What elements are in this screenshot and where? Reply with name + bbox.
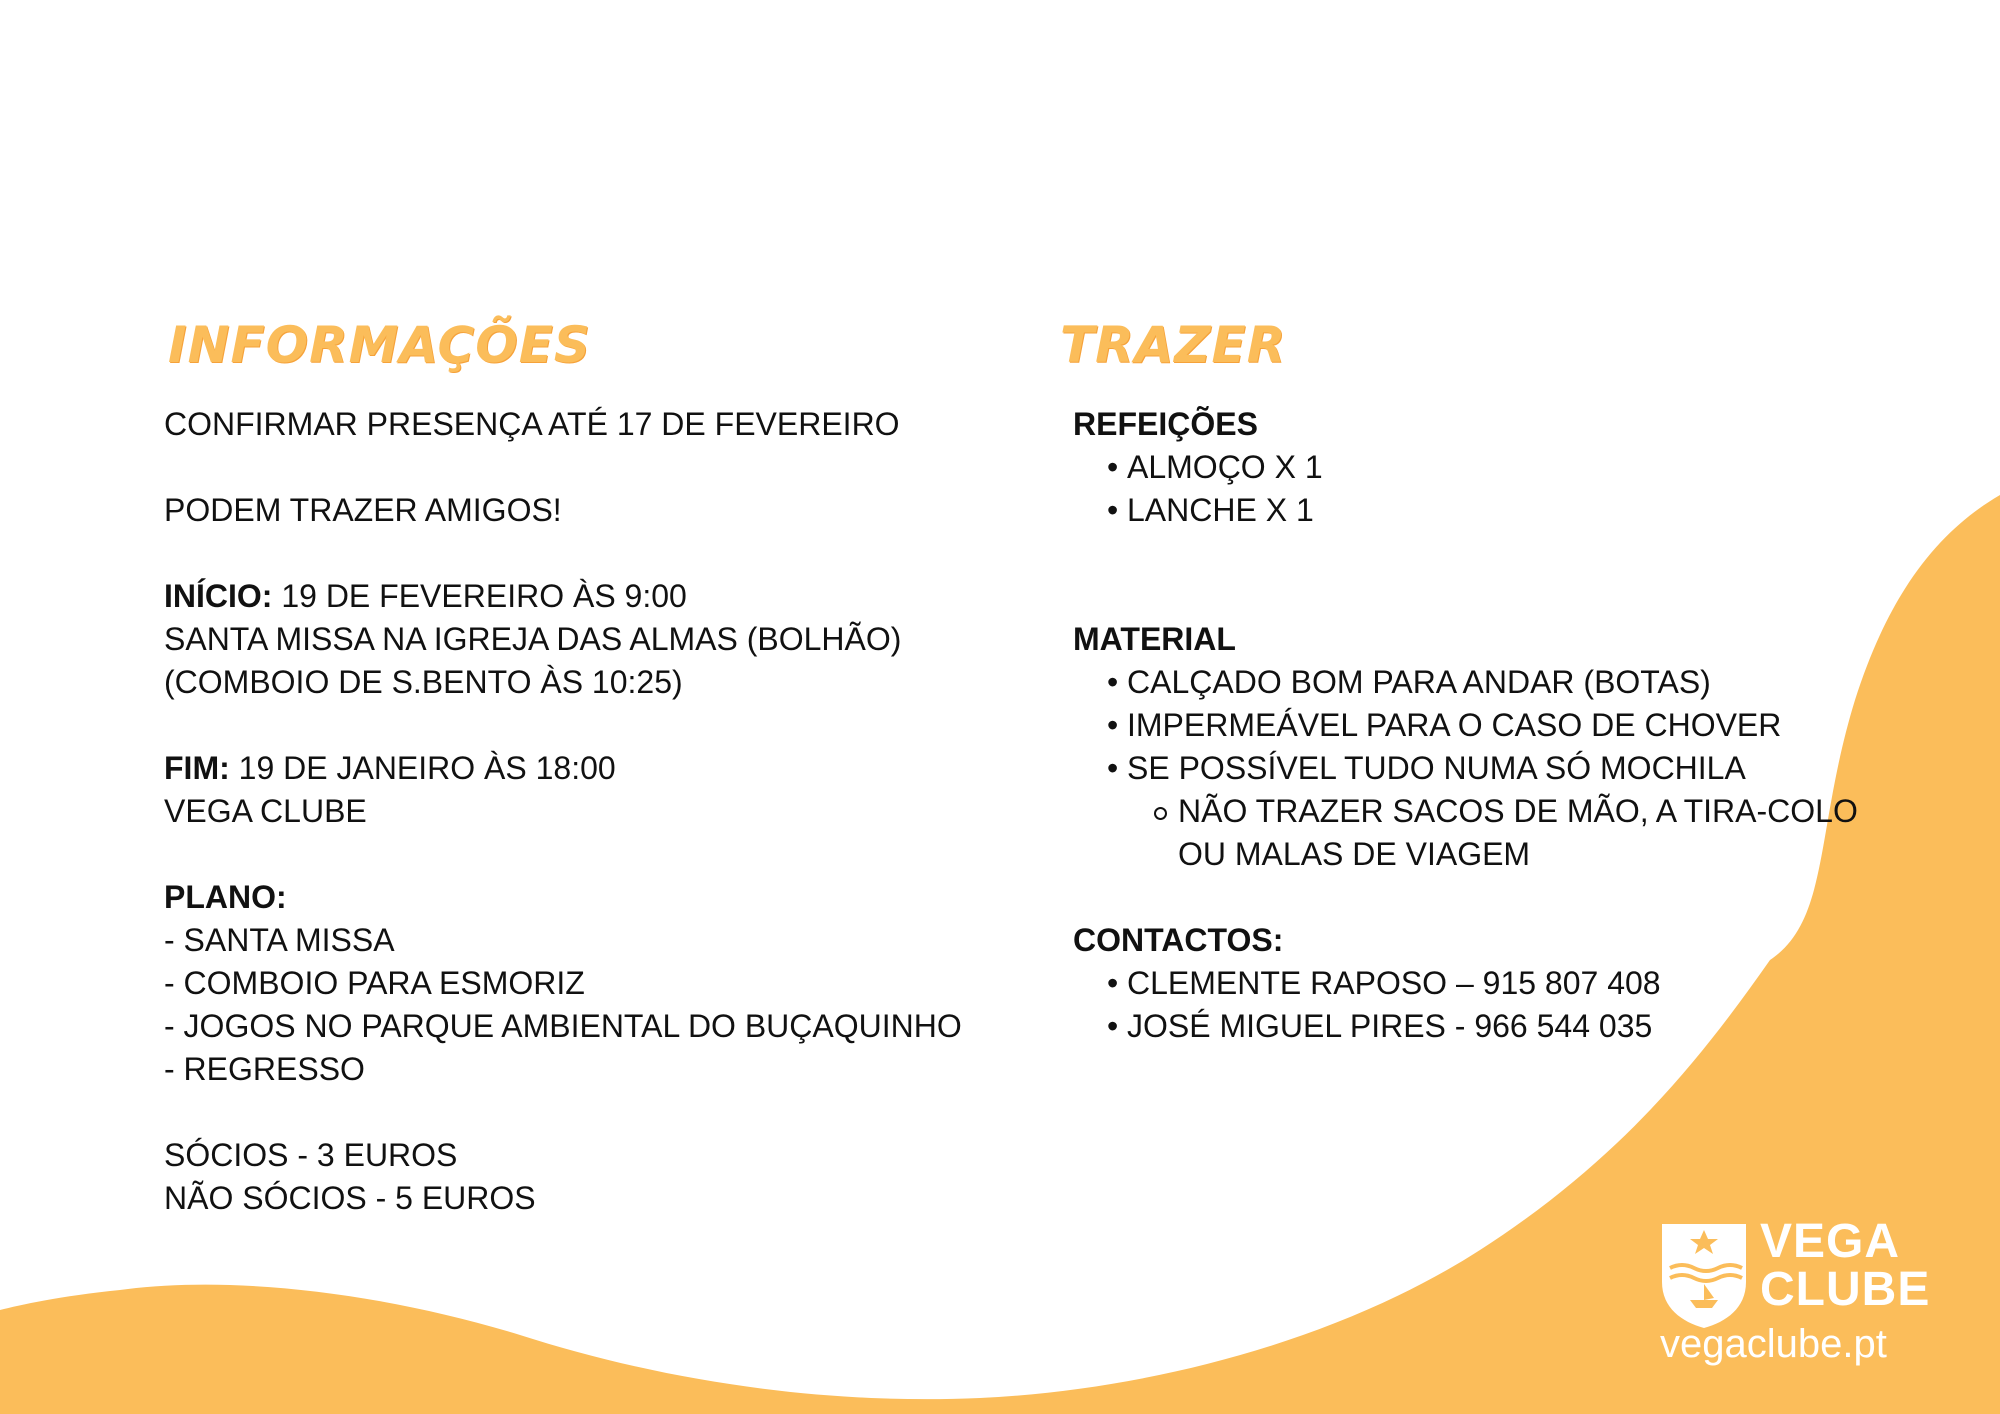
end-label: FIM:	[164, 750, 230, 786]
subitem-line: NÃO TRAZER SACOS DE MÃO, A TIRA-COLO	[1178, 793, 1858, 829]
list-item: • IMPERMEÁVEL PARA O CASO DE CHOVER	[1073, 704, 1858, 747]
logo-name: VEGA CLUBE	[1760, 1215, 1931, 1316]
contacts-list	[1073, 962, 1858, 1048]
list-item: • JOSÉ MIGUEL PIRES - 966 544 035	[1073, 1005, 1858, 1048]
website-url: vegaclube.pt	[1660, 1322, 1887, 1366]
list-item: • SE POSSÍVEL TUDO NUMA SÓ MOCHILA	[1073, 747, 1858, 790]
material-label: MATERIAL	[1073, 621, 1236, 657]
meals-list	[1073, 446, 1858, 532]
confirm-text: CONFIRMAR PRESENÇA ATÉ 17 DE FEVEREIRO	[164, 406, 900, 442]
shield-icon	[1660, 1222, 1748, 1330]
subitem-line: OU MALAS DE VIAGEM	[1178, 836, 1531, 872]
bring-column	[1073, 403, 1858, 1048]
mass-text: SANTA MISSA NA IGREJA DAS ALMAS (BOLHÃO)	[164, 621, 902, 657]
list-item: • ALMOÇO X 1	[1073, 446, 1858, 489]
info-column	[164, 403, 962, 1220]
train-text: (COMBOIO DE S.BENTO ÀS 10:25)	[164, 664, 683, 700]
end-value: 19 DE JANEIRO ÀS 18:00	[229, 750, 616, 786]
plan-item: - SANTA MISSA	[164, 922, 395, 958]
plan-item: - JOGOS NO PARQUE AMBIENTAL DO BUÇAQUINHO	[164, 1008, 962, 1044]
list-item: • CALÇADO BOM PARA ANDAR (BOTAS)	[1073, 661, 1858, 704]
list-item: • LANCHE X 1	[1073, 489, 1858, 532]
contacts-label: CONTACTOS:	[1073, 922, 1284, 958]
plan-item: - COMBOIO PARA ESMORIZ	[164, 965, 585, 1001]
vega-clube-logo	[1660, 1215, 1931, 1372]
start-line	[164, 575, 962, 618]
friends-text: PODEM TRAZER AMIGOS!	[164, 492, 562, 528]
plan-item: - REGRESSO	[164, 1051, 365, 1087]
price-non-members: NÃO SÓCIOS - 5 EUROS	[164, 1180, 536, 1216]
trazer-heading: TRAZER	[1060, 316, 1287, 374]
price-members: SÓCIOS - 3 EUROS	[164, 1137, 458, 1173]
end-line	[164, 747, 962, 790]
end-place: VEGA CLUBE	[164, 793, 367, 829]
start-value: 19 DE FEVEREIRO ÀS 9:00	[272, 578, 687, 614]
start-label: INÍCIO:	[164, 578, 273, 614]
meals-label: REFEIÇÕES	[1073, 406, 1258, 442]
material-list	[1073, 661, 1858, 790]
circle-bullet-icon	[1154, 807, 1167, 820]
informacoes-heading: INFORMAÇÕES	[168, 316, 591, 374]
list-item: • CLEMENTE RAPOSO – 915 807 408	[1073, 962, 1858, 1005]
material-subitem	[1073, 790, 1858, 876]
plan-label: PLANO:	[164, 879, 287, 915]
